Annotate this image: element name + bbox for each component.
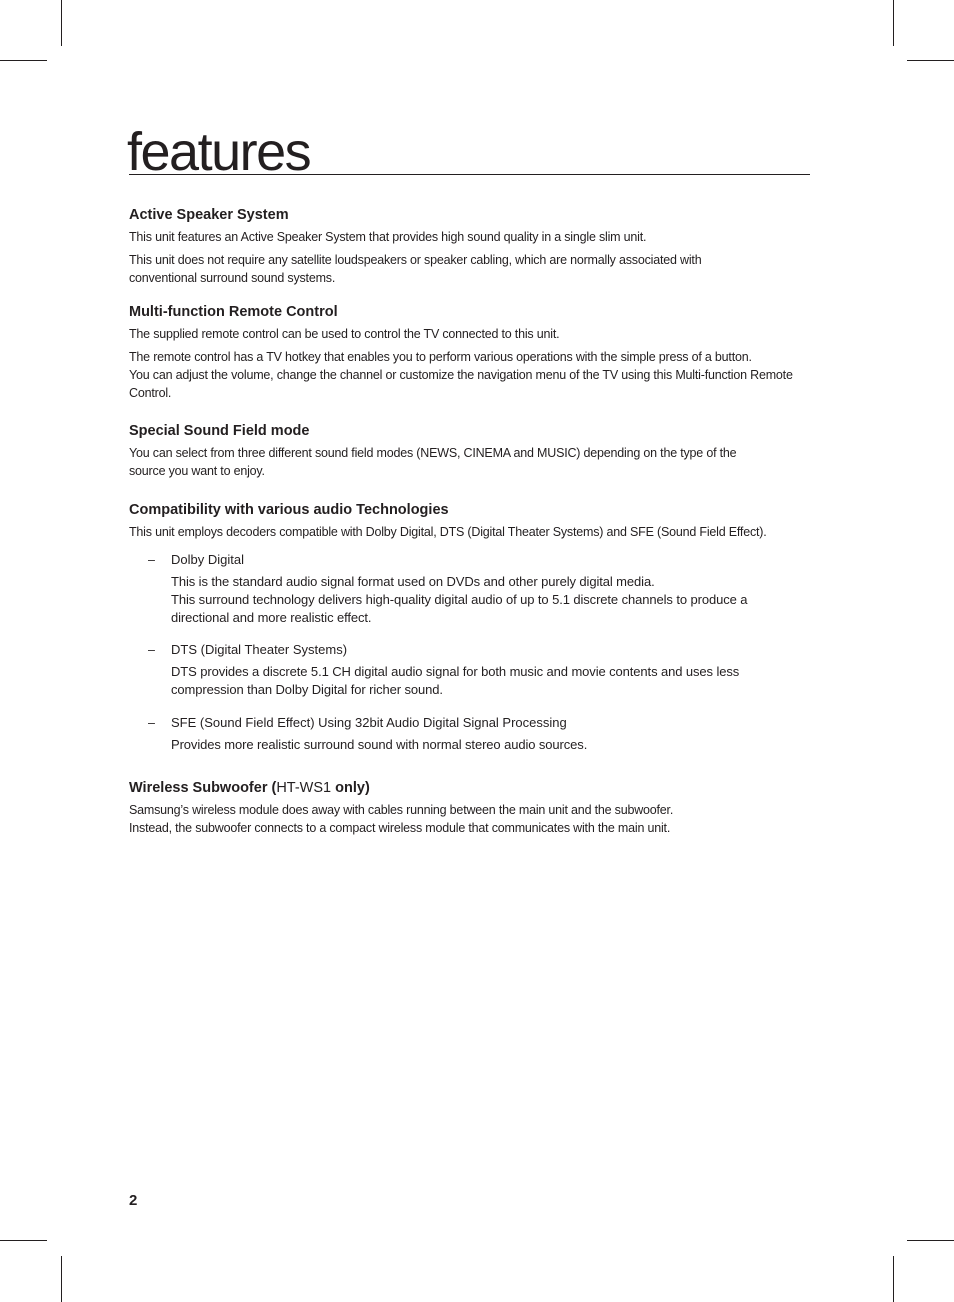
section-heading: Active Speaker System [129,207,289,223]
paragraph: Control. [129,386,172,400]
paragraph: Samsung’s wireless module does away with cables running between the main unit and the subwoofer. [129,803,674,817]
paragraph: conventional surround sound systems. [129,271,336,285]
heading-text: only) [331,780,370,796]
heading-text: Wireless Subwoofer ( [129,780,277,796]
dash-bullet: – [148,553,155,567]
paragraph: You can select from three different sound field modes (NEWS, CINEMA and MUSIC) depending on the type of the [129,446,737,460]
model-number: HT-WS1 [276,780,332,796]
paragraph: This unit features an Active Speaker System that provides high sound quality in a single slim unit. [129,230,647,244]
crop-mark [907,1240,954,1241]
list-item-title: DTS (Digital Theater Systems) [171,642,348,657]
crop-mark [907,60,954,61]
list-item-dts [148,641,808,699]
dash-bullet: – [148,716,155,730]
list-item-text: This is the standard audio signal format used on DVDs and other purely digital media. [171,574,655,589]
paragraph: This unit does not require any satellite loudspeakers or speaker cabling, which are normally associated with [129,253,702,267]
section-active-speaker [129,206,819,287]
paragraph: Instead, the subwoofer connects to a compact wireless module that communicates with the main unit. [129,821,671,835]
list-item-title: SFE (Sound Field Effect) Using 32bit Audio Digital Signal Processing [171,715,567,730]
section-sound-field [129,422,819,480]
list-item-dolby-digital [148,551,808,627]
paragraph: You can adjust the volume, change the channel or customize the navigation menu of the TV using this Multi-function Remote [129,368,793,382]
list-item-text: This surround technology delivers high-quality digital audio of up to 5.1 discrete channels to produce a [171,592,748,607]
paragraph: source you want to enjoy. [129,464,265,478]
crop-mark [61,0,62,46]
dash-bullet: – [148,643,155,657]
crop-mark [61,1256,62,1302]
page-title: features [127,122,311,182]
section-heading: Compatibility with various audio Technologies [129,502,449,518]
crop-mark [893,0,894,46]
crop-mark [0,1240,47,1241]
section-heading [129,779,819,797]
section-wireless-subwoofer [129,779,819,837]
section-remote-control [129,303,819,402]
list-item-text: DTS provides a discrete 5.1 CH digital audio signal for both music and movie contents and uses less [171,664,740,679]
page-number: 2 [129,1192,138,1209]
list-item-text: directional and more realistic effect. [171,610,372,625]
section-compatibility [129,501,819,541]
section-heading: Special Sound Field mode [129,423,310,439]
list-item-title: Dolby Digital [171,552,244,567]
list-item-sfe [148,714,808,754]
page-header [127,122,810,182]
list-item-text: Provides more realistic surround sound with normal stereo audio sources. [171,737,588,752]
list-item-text: compression than Dolby Digital for richer sound. [171,682,443,697]
paragraph: The remote control has a TV hotkey that enables you to perform various operations with the simple press of a button. [129,350,752,364]
paragraph: The supplied remote control can be used to control the TV connected to this unit. [129,327,560,341]
section-heading: Multi-function Remote Control [129,304,338,320]
crop-mark [0,60,47,61]
crop-mark [893,1256,894,1302]
paragraph: This unit employs decoders compatible with Dolby Digital, DTS (Digital Theater Systems) and SFE (Sound Field Effect). [129,525,767,539]
